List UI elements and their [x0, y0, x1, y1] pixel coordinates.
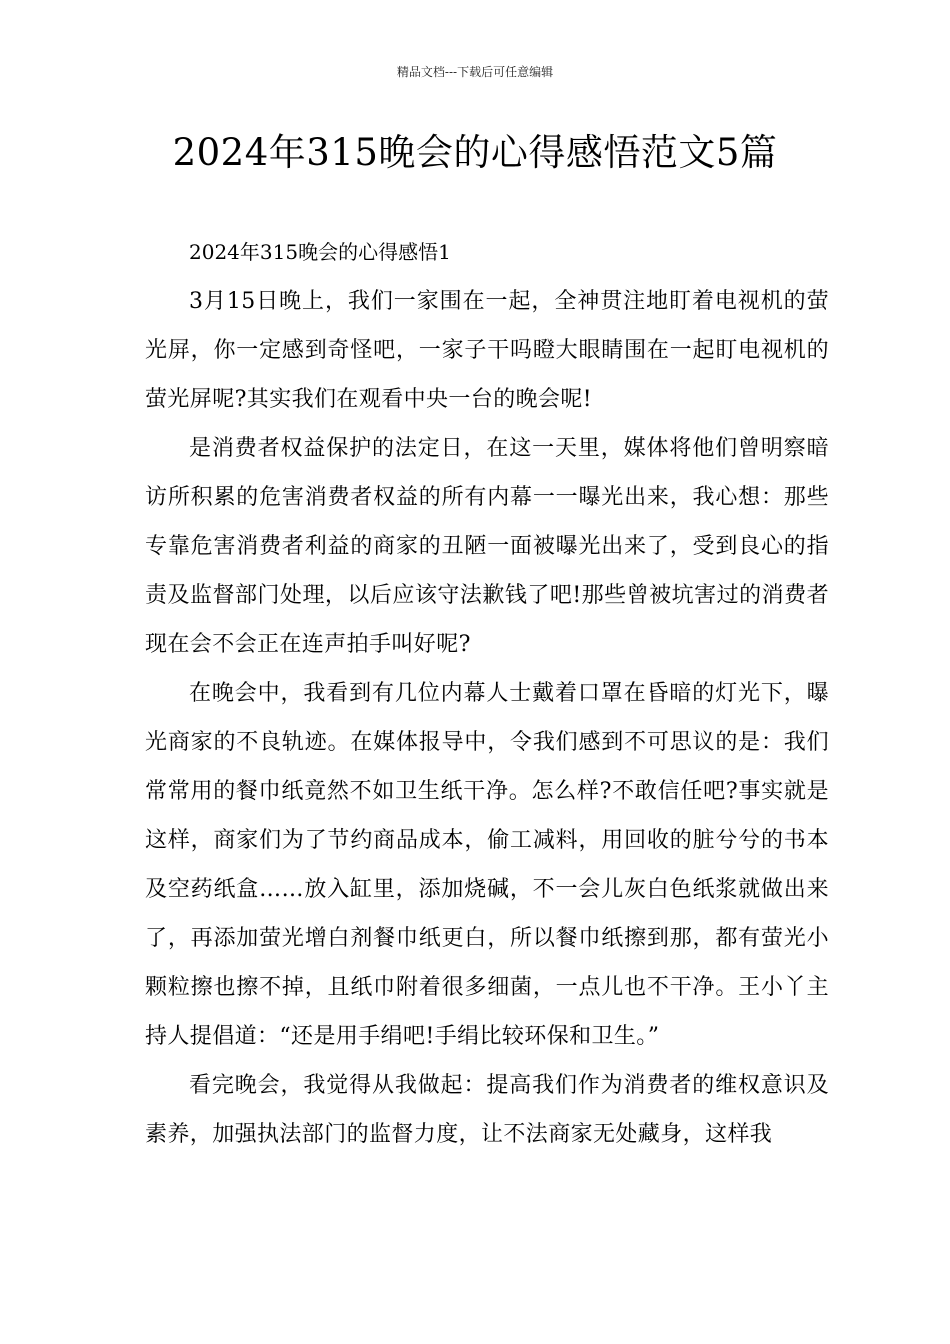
paragraph: 在晚会中，我看到有几位内幕人士戴着口罩在昏暗的灯光下，曝光商家的不良轨迹。在媒体报导中，令我们感到不可思议的是：我们常常用的餐巾纸竟然不如卫生纸干净。怎么样?不敢信任吧?事实就是这样，商家们为了节约商品成本，偷工减料，用回收的脏兮兮的书本及空药纸盒……放入缸里，添加烧碱，不一会儿灰白色纸浆就做出来了，再添加萤光增白剂餐巾纸更白，所以餐巾纸擦到那，都有萤光小颗粒擦也擦不掉，且纸巾附着很多细菌，一点儿也不干净。王小丫主持人提倡道：“还是用手绢吧!手绢比较环保和卫生。” — [145, 681, 829, 1049]
paragraph: 3月15日晚上，我们一家围在一起，全神贯注地盯着电视机的萤光屏，你一定感到奇怪吧，一家子干吗瞪大眼睛围在一起盯电视机的萤光屏呢?其实我们在观看中央一台的晚会呢! — [145, 289, 829, 412]
document-body — [145, 228, 829, 1159]
document-title: 2024年315晚会的心得感悟范文5篇 — [172, 131, 778, 174]
section-heading: 2024年315晚会的心得感悟1 — [189, 240, 451, 264]
page-header: 精品文档---下载后可任意编辑 — [396, 65, 554, 79]
paragraph: 看完晚会，我觉得从我做起：提高我们作为消费者的维权意识及素养，加强执法部门的监督力度，让不法商家无处藏身，这样我 — [145, 1073, 829, 1147]
paragraph: 是消费者权益保护的法定日，在这一天里，媒体将他们曾明察暗访所积累的危害消费者权益的所有内幕一一曝光出来，我心想：那些专靠危害消费者利益的商家的丑陋一面被曝光出来了，受到良心的指责及监督部门处理，以后应该守法歉钱了吧!那些曾被坑害过的消费者现在会不会正在连声拍手叫好呢? — [145, 436, 829, 657]
